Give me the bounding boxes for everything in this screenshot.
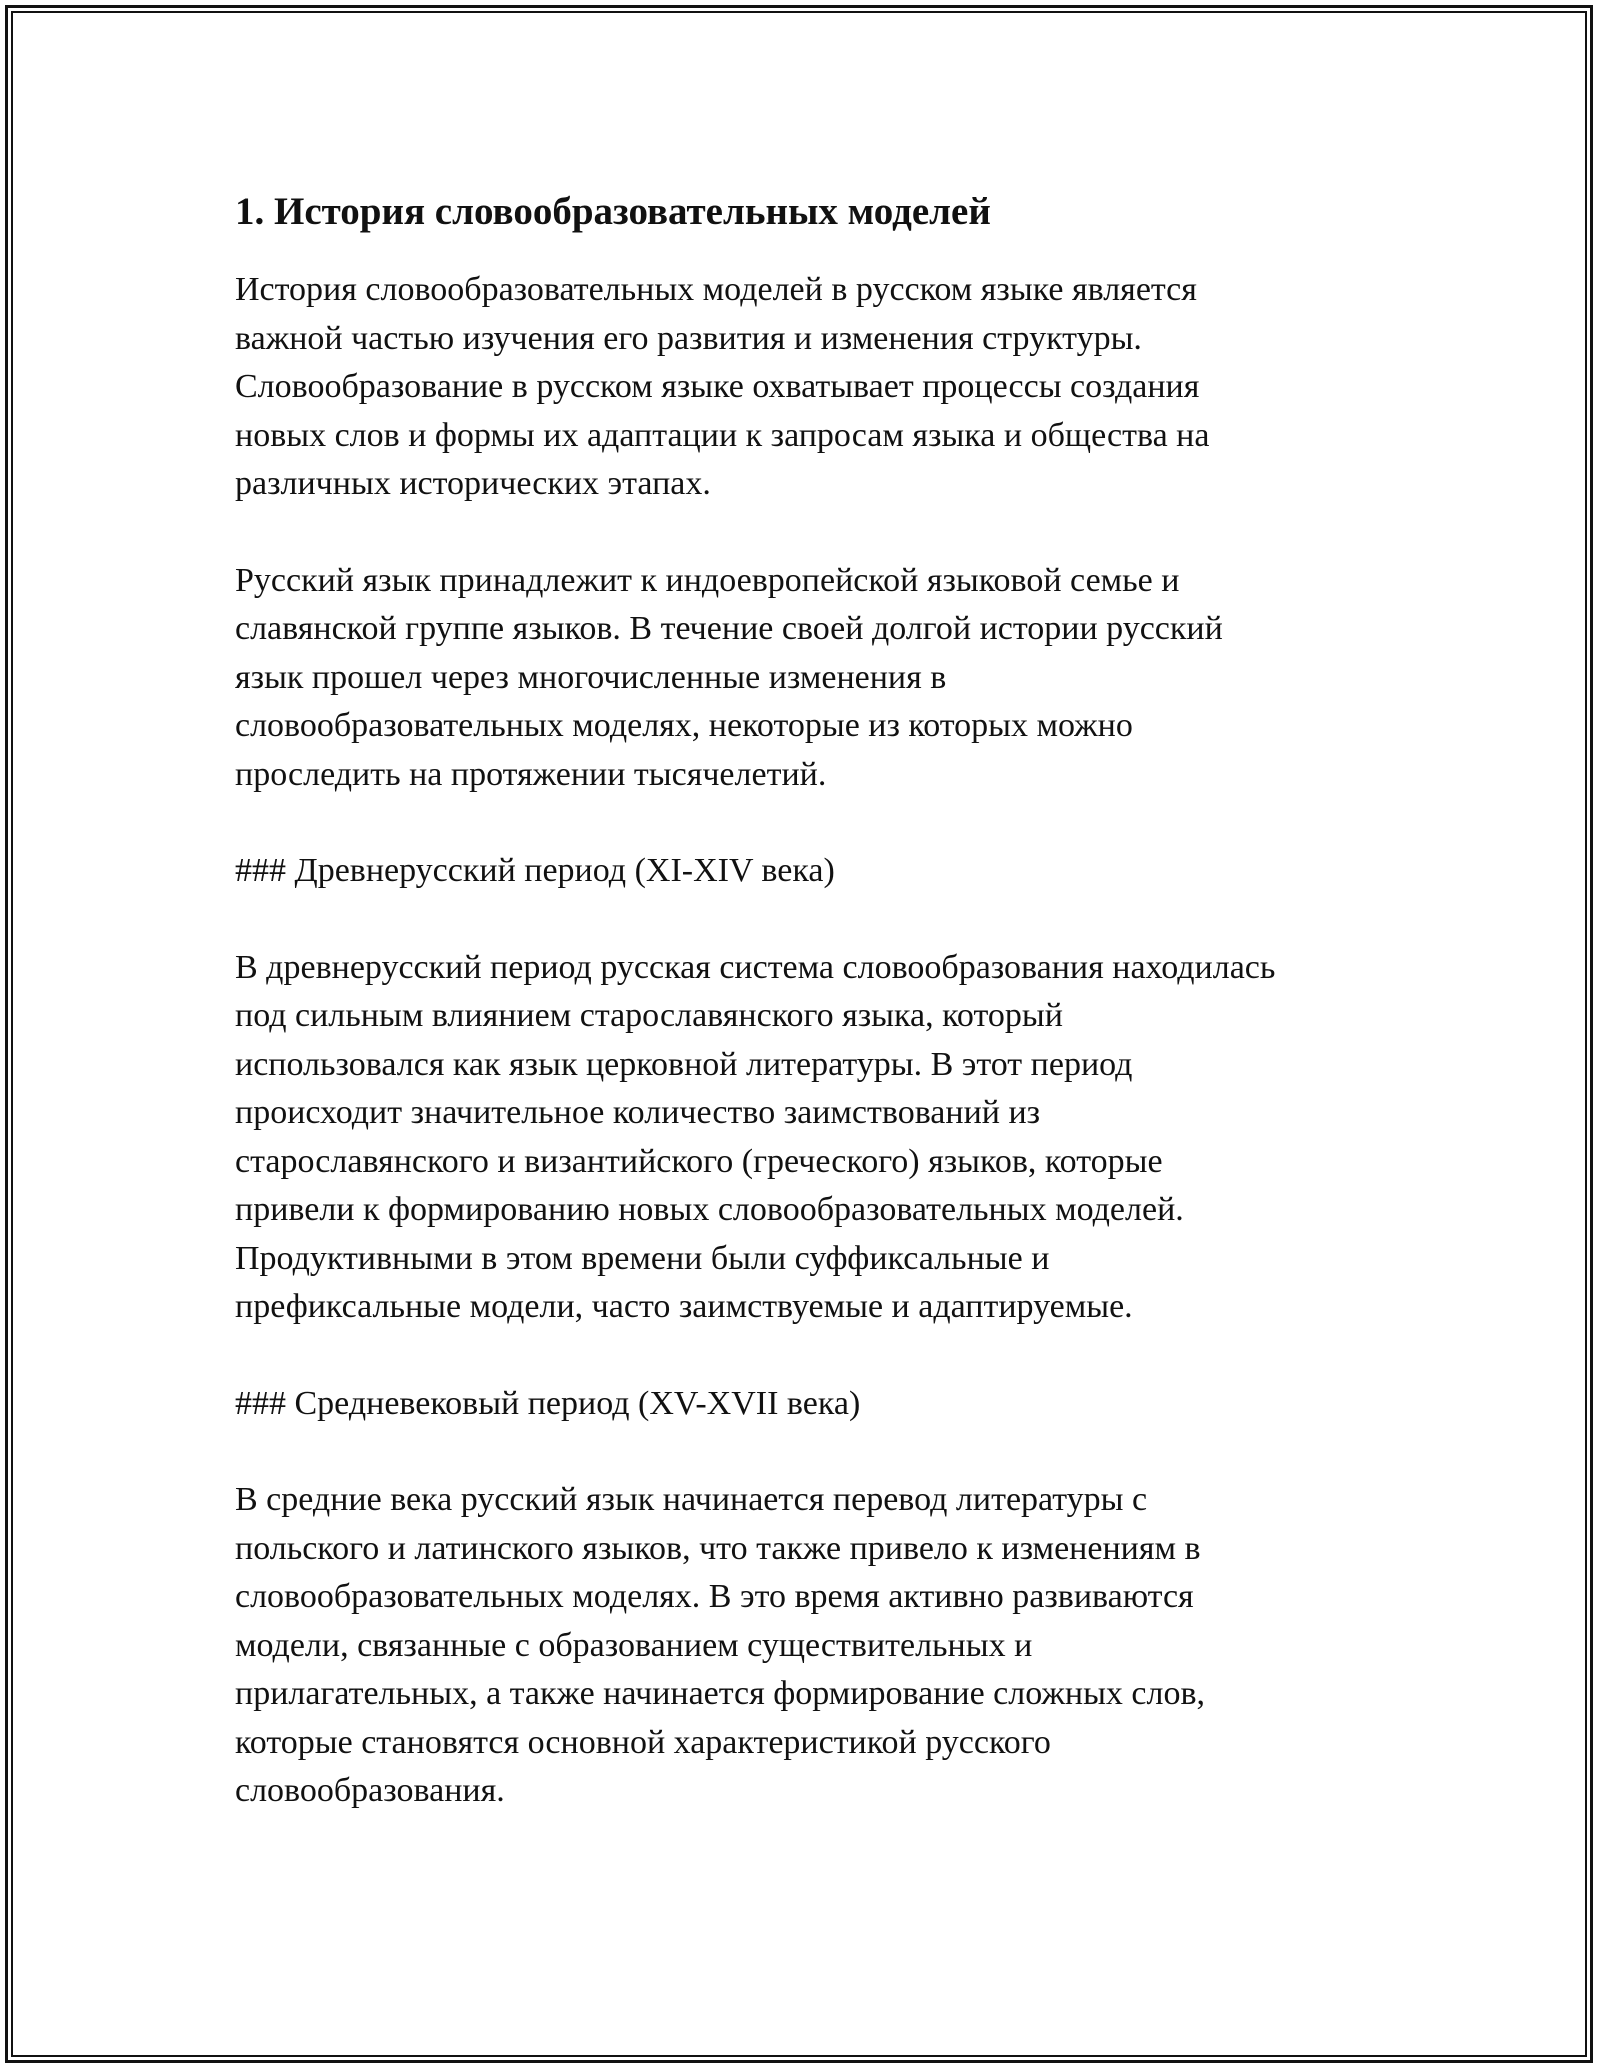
paragraph-language-family: Русский язык принадлежит к индоевропейской языковой семье и славянской группе языков. В течение своей долгой истории русский язык прошел через многочисленные изменения в словообразовательных моделях, некоторые из которых можно проследить на протяжении тысячелетий. <box>235 561 1223 793</box>
subheading-old-russian-period: ### Древнерусский период (XI-XIV века) <box>235 852 835 889</box>
subheading-medieval-period: ### Средневековый период (XV-XVII века) <box>235 1384 861 1422</box>
document-title: 1. История словообразовательных моделей <box>235 190 991 233</box>
paragraph-medieval-period: В средние века русский язык начинается перевод литературы с польского и латинского языков, что также привело к изменениям в словообразовательных моделях. В это время активно развиваются модели, связанные с образованием существительных и прилагательных, а также начинается формирование сложных слов, которые становятся основной характеристикой русского словообразования. <box>235 1481 1206 1809</box>
paragraph-intro: История словообразовательных моделей в русском языке является важной частью изучения его развития и изменения структуры. Словообразование в русском языке охватывает процессы создания новых слов и формы их адаптации к запросам языка и общества на различных исторических этапах. <box>235 271 1210 502</box>
document-body <box>235 186 1385 1864</box>
paragraph-old-russian-period: В древнерусский период русская система словообразования находилась под сильным влиянием старославянского языка, который использовался как язык церковной литературы. В этот период происходит значительное количество заимствований из старославянского и византийского (греческого) языков, которые привели к формированию новых словообразовательных моделей. Продуктивными в этом времени были суффиксальные и префиксальные модели, часто заимствуемые и адаптируемые. <box>235 948 1276 1325</box>
